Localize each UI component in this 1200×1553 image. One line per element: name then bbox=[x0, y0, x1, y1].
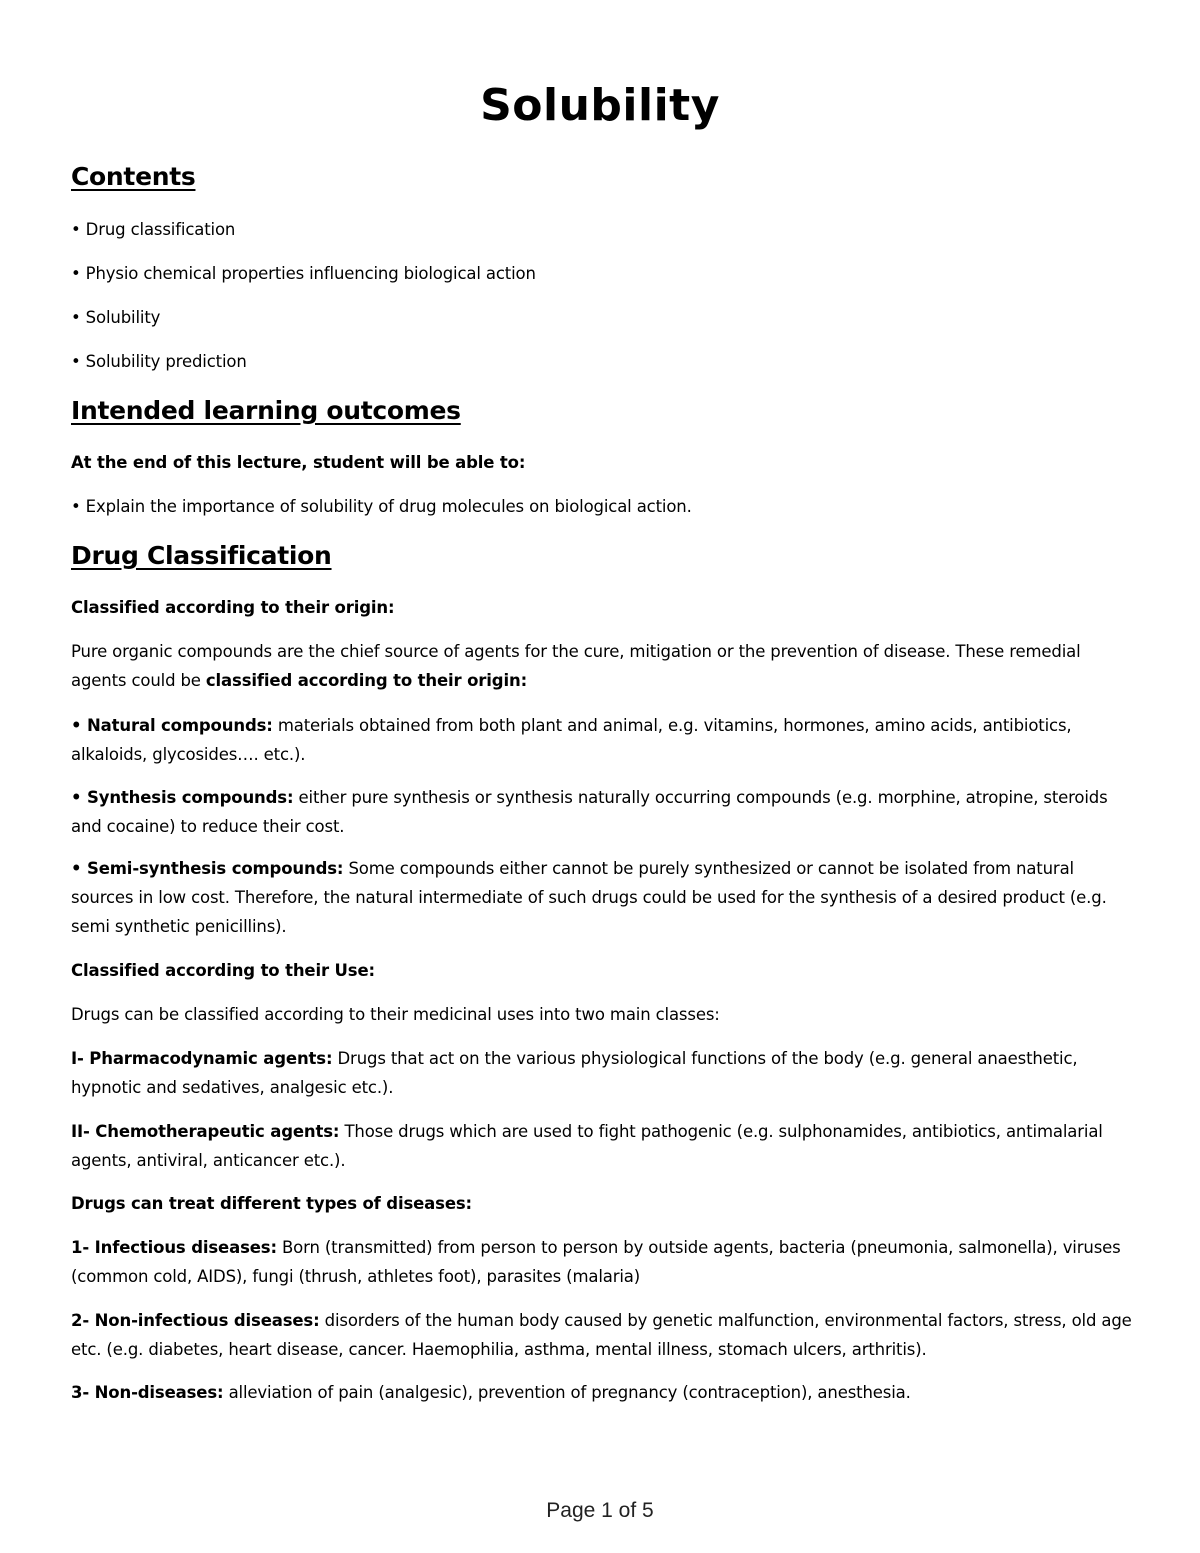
noninfectious-paragraph bbox=[71, 1306, 1141, 1364]
pharmacodynamic-paragraph bbox=[71, 1044, 1141, 1102]
chemotherapeutic-paragraph bbox=[71, 1117, 1141, 1175]
contents-item: • Drug classification bbox=[71, 220, 236, 239]
use-intro: Drugs can be classified according to their medicinal uses into two main classes: bbox=[71, 1005, 720, 1024]
nondiseases-label: 3- Non-diseases: bbox=[71, 1383, 224, 1402]
semi-synthesis-paragraph bbox=[71, 854, 1141, 941]
infectious-paragraph bbox=[71, 1233, 1141, 1291]
semi-synthesis-text: Some compounds either cannot be purely synthesized or cannot be isolated from natural sources in low cost. Therefore, the natural intermediate of such drugs could be used for the synthesis of a desired product (e.g. semi synthetic penicillins). bbox=[71, 859, 1107, 936]
natural-compounds-text: materials obtained from both plant and animal, e.g. vitamins, hormones, amino acids, antibiotics, alkaloids, glycosides…. etc.). bbox=[71, 716, 1072, 764]
nondiseases-text: alleviation of pain (analgesic), prevention of pregnancy (contraception), anesthesia. bbox=[223, 1383, 911, 1402]
pharmacodynamic-text: Drugs that act on the various physiological functions of the body (e.g. general anaesthetic, hypnotic and sedatives, analgesic etc.). bbox=[71, 1049, 1078, 1097]
origin-label: Classified according to their origin: bbox=[71, 598, 395, 617]
natural-compounds-label: • Natural compounds: bbox=[71, 716, 273, 735]
contents-item: • Solubility prediction bbox=[71, 352, 247, 371]
outcomes-lead: At the end of this lecture, student will be able to: bbox=[71, 453, 526, 472]
noninfectious-label: 2- Non-infectious diseases: bbox=[71, 1311, 320, 1330]
classification-heading: Drug Classification bbox=[71, 541, 332, 570]
contents-item: • Physio chemical properties influencing biological action bbox=[71, 264, 536, 283]
synthesis-compounds-text: either pure synthesis or synthesis naturally occurring compounds (e.g. morphine, atropine, steroids and cocaine) to reduce their cost. bbox=[71, 788, 1108, 836]
outcomes-heading: Intended learning outcomes bbox=[71, 396, 461, 425]
page-number: Page 1 of 5 bbox=[546, 1499, 654, 1522]
noninfectious-text: disorders of the human body caused by genetic malfunction, environmental factors, stress, old age etc. (e.g. diabetes, heart disease, cancer. Haemophilia, asthma, mental illness, stomach ulcers, arthritis). bbox=[71, 1311, 1132, 1359]
semi-synthesis-label: • Semi-synthesis compounds: bbox=[71, 859, 344, 878]
infectious-text: Born (transmitted) from person to person by outside agents, bacteria (pneumonia, salmonella), viruses (common cold, AIDS), fungi (thrush, athletes foot), parasites (malaria) bbox=[71, 1238, 1121, 1286]
outcomes-item: • Explain the importance of solubility of drug molecules on biological action. bbox=[71, 497, 692, 516]
contents-heading: Contents bbox=[71, 162, 196, 191]
use-label: Classified according to their Use: bbox=[71, 961, 375, 980]
nondiseases-paragraph bbox=[71, 1378, 1141, 1407]
natural-compounds-paragraph bbox=[71, 711, 1141, 769]
document-title: Solubility bbox=[480, 80, 720, 131]
pharmacodynamic-label: I- Pharmacodynamic agents: bbox=[71, 1049, 333, 1068]
chemotherapeutic-label: II- Chemotherapeutic agents: bbox=[71, 1122, 340, 1141]
origin-intro-paragraph bbox=[71, 637, 1141, 695]
synthesis-compounds-label: • Synthesis compounds: bbox=[71, 788, 294, 807]
chemotherapeutic-text: Those drugs which are used to fight pathogenic (e.g. sulphonamides, antibiotics, antimalarial agents, antiviral, anticancer etc.). bbox=[71, 1122, 1103, 1170]
origin-intro-bold: classified according to their origin: bbox=[205, 671, 528, 690]
infectious-label: 1- Infectious diseases: bbox=[71, 1238, 277, 1257]
contents-item: • Solubility bbox=[71, 308, 161, 327]
diseases-label: Drugs can treat different types of diseases: bbox=[71, 1194, 472, 1213]
synthesis-compounds-paragraph bbox=[71, 783, 1141, 841]
origin-intro-text: Pure organic compounds are the chief source of agents for the cure, mitigation or the prevention of disease. These remedial agents could be bbox=[71, 642, 1081, 690]
